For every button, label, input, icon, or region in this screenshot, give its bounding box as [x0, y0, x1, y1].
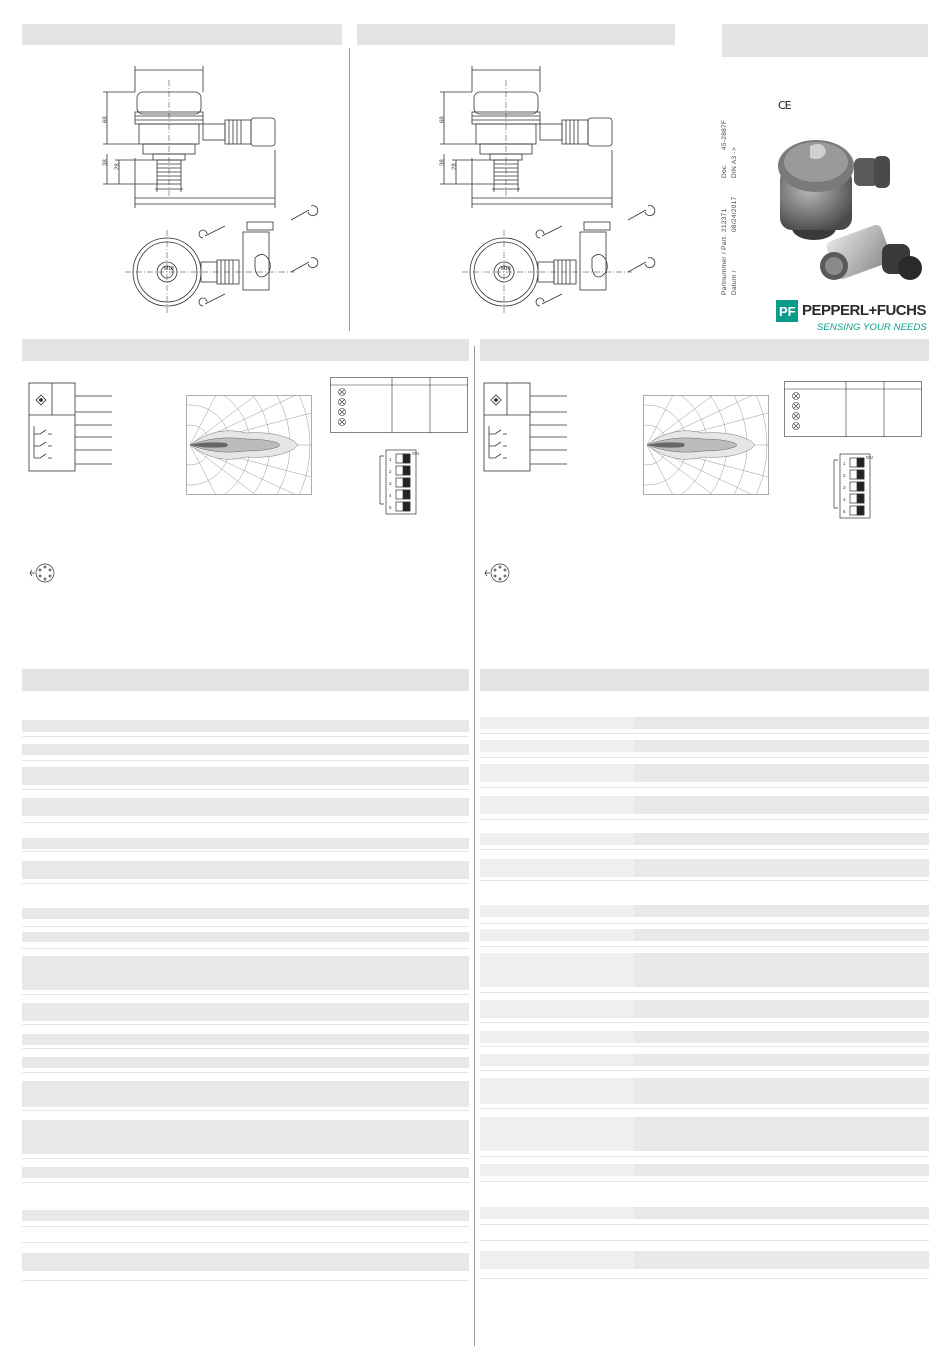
tech-data-header-right — [480, 669, 929, 691]
table-row-divider — [22, 1182, 469, 1183]
table-row-divider — [480, 992, 929, 993]
logo-letters: PF — [779, 304, 796, 319]
led-table-left — [330, 377, 468, 433]
table-row-divider — [480, 1046, 929, 1047]
connector-pinout-icon-left — [28, 562, 58, 584]
format-label: DIN A3 -> — [731, 146, 738, 178]
ce-mark: CE — [778, 99, 791, 112]
table-row-divider — [480, 946, 929, 947]
dip-switch-right — [826, 452, 874, 520]
brand-tagline: SENSING YOUR NEEDS — [817, 322, 927, 333]
dim-offset-right: 38 — [440, 159, 446, 166]
table-cell — [480, 1117, 634, 1151]
table-cell — [480, 1251, 634, 1269]
dip-switch-left — [372, 448, 420, 516]
dimension-drawing-left — [95, 58, 325, 320]
table-row — [22, 798, 469, 816]
table-row-divider — [22, 1226, 469, 1227]
table-cell — [480, 1000, 634, 1018]
table-row — [22, 1057, 469, 1068]
dim-thread-left: 28 — [115, 163, 121, 170]
date-value: 08/24/2017 — [731, 196, 738, 232]
table-cell — [480, 1207, 634, 1219]
table-row — [22, 908, 469, 919]
table-cell — [480, 833, 634, 845]
table-row — [22, 744, 469, 755]
table-row-divider — [22, 1158, 469, 1159]
table-row — [22, 1003, 469, 1021]
wiring-diagram-right — [483, 382, 583, 474]
table-row-divider — [22, 1242, 469, 1243]
table-row-divider — [22, 1280, 469, 1281]
table-row-divider — [480, 1240, 929, 1241]
date-label: Datum / — [731, 270, 738, 295]
table-row — [22, 1081, 469, 1107]
dip-on-label-right: ON — [866, 455, 873, 460]
top-divider — [349, 48, 350, 331]
dim-thread-right: 28 — [452, 163, 458, 170]
table-row-divider — [480, 1156, 929, 1157]
dimension-header-right — [357, 24, 675, 45]
table-row-divider — [22, 926, 469, 927]
table-row-divider — [22, 1110, 469, 1111]
dip-pos-2: 2 — [389, 469, 392, 474]
doc-number: 45-2887F — [721, 119, 728, 150]
table-row-divider — [480, 923, 929, 924]
table-row-divider — [480, 757, 929, 758]
section-header-left — [22, 339, 469, 361]
table-row-divider — [480, 880, 929, 881]
nut-label-left: M18 — [164, 266, 174, 272]
connector-pinout-icon-right — [483, 562, 513, 584]
product-header — [722, 24, 928, 57]
table-row-divider — [22, 1048, 469, 1049]
dip-pos-4-right: 4 — [843, 497, 846, 502]
table-row-divider — [22, 1024, 469, 1025]
detection-range-chart-right — [643, 395, 769, 495]
table-row-divider — [480, 819, 929, 820]
table-cell — [480, 905, 634, 917]
brand-name: PEPPERL+FUCHS — [802, 302, 926, 319]
table-cell — [480, 1031, 634, 1043]
part-label: Partnummer / Part. — [721, 234, 728, 295]
part-number: 212371 — [721, 208, 728, 232]
table-row-divider — [22, 883, 469, 884]
dimension-drawing-right — [432, 58, 662, 320]
dip-on-label: ON — [412, 451, 419, 456]
dip-pos-4: 4 — [389, 493, 392, 498]
detection-range-chart-left — [186, 395, 312, 495]
dip-pos-5: 5 — [389, 505, 392, 510]
dim-offset-left: 38 — [103, 159, 109, 166]
brand-logo-icon — [776, 300, 798, 322]
table-row-divider — [22, 994, 469, 995]
dip-pos-2-right: 2 — [843, 473, 846, 478]
table-cell — [480, 764, 634, 782]
table-row-divider — [480, 849, 929, 850]
table-cell — [480, 1164, 634, 1176]
dip-pos-3-right: 3 — [843, 485, 846, 490]
table-row-divider — [22, 760, 469, 761]
table-row — [22, 1034, 469, 1045]
dip-pos-5-right: 5 — [843, 509, 846, 514]
dip-pos-1-right: 1 — [843, 461, 846, 466]
table-cell — [480, 796, 634, 814]
table-row-divider — [22, 736, 469, 737]
table-cell — [480, 717, 634, 729]
dip-pos-1: 1 — [389, 457, 392, 462]
table-row-divider — [480, 1224, 929, 1225]
doc-label: Doc. — [721, 163, 728, 178]
tech-data-header-left — [22, 669, 469, 691]
dimension-header-left — [22, 24, 342, 45]
table-row — [22, 767, 469, 785]
table-row-divider — [22, 948, 469, 949]
table-cell — [480, 1054, 634, 1066]
table-row-divider — [480, 1108, 929, 1109]
table-cell — [480, 953, 634, 987]
table-row-divider — [22, 851, 469, 852]
table-row — [22, 861, 469, 879]
table-row-divider — [480, 733, 929, 734]
section-header-right — [480, 339, 929, 361]
table-cell — [480, 740, 634, 752]
dim-height-left: 68 — [103, 116, 109, 123]
table-row-divider — [480, 1181, 929, 1182]
table-cell — [480, 859, 634, 877]
table-cell — [480, 929, 634, 941]
table-row-divider — [480, 1070, 929, 1071]
table-row — [22, 956, 469, 990]
table-row — [22, 838, 469, 849]
table-row — [22, 1210, 469, 1221]
product-photo — [770, 128, 940, 298]
dip-pos-3: 3 — [389, 481, 392, 486]
table-row — [22, 932, 469, 942]
wiring-diagram-left — [28, 382, 128, 474]
table-row-divider — [22, 789, 469, 790]
table-row — [22, 1167, 469, 1178]
dim-height-right: 68 — [440, 116, 446, 123]
table-row-divider — [480, 1278, 929, 1279]
table-row — [22, 720, 469, 732]
table-row — [22, 1120, 469, 1154]
table-row-divider — [22, 1072, 469, 1073]
table-row — [22, 1253, 469, 1271]
table-row-divider — [22, 822, 469, 823]
table-row-divider — [480, 787, 929, 788]
column-divider — [474, 346, 475, 1346]
table-row-divider — [480, 1022, 929, 1023]
led-table-right — [784, 381, 922, 437]
nut-label-right: M18 — [501, 266, 511, 272]
table-cell — [480, 1078, 634, 1104]
